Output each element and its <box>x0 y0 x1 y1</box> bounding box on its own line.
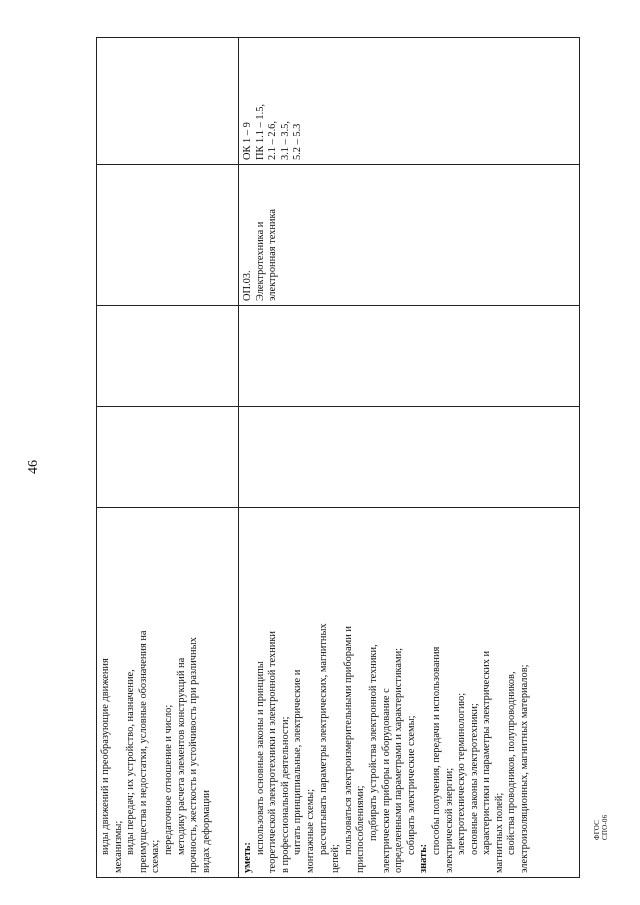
text-line: цепей; <box>330 844 342 873</box>
discipline-name <box>239 165 283 305</box>
hours-total-cell <box>239 407 580 508</box>
text-line: схемах; <box>150 839 162 873</box>
text-line: характеристики и параметры электрических и <box>481 650 493 855</box>
competence-line: ПК 1.1 – 1.5, <box>254 104 266 160</box>
document-code: ФГОС СПО-06 <box>593 814 609 840</box>
text-line: электротехническую терминологию; <box>456 692 468 855</box>
text-line: способы получения, передачи и использования <box>430 646 442 855</box>
text-line: основные законы электротехники; <box>468 703 480 855</box>
discipline-cell <box>239 165 580 306</box>
text-line: уметь: <box>242 842 253 873</box>
text-line: в профессиональной деятельности; <box>279 716 291 873</box>
text-line: виды передач; их устройство, назначение, <box>125 669 137 855</box>
text-line: преимущества и недостатки, условные обозначения на <box>137 630 149 873</box>
rotated-table-wrapper <box>96 43 580 878</box>
discipline-line: Электротехника и <box>254 221 266 301</box>
text-line: приспособлениями; <box>355 785 367 873</box>
continuation-knowledge-text <box>97 508 213 877</box>
text-line: электроизоляционных, магнитных материалов; <box>519 664 531 873</box>
text-line: собирать электрические схемы; <box>405 715 417 855</box>
text-line: свойства проводников, полупроводников, <box>506 671 518 855</box>
text-line: подбирать устройства электронной техники, <box>367 644 379 841</box>
text-line: рассчитывать параметры электрических, магнитных <box>317 623 329 855</box>
skills-knowledge-text <box>239 508 532 877</box>
text-line: методику расчета элементов конструкций на <box>175 657 187 855</box>
continuation-knowledge-cell <box>97 508 239 878</box>
text-line: видах деформации <box>200 790 212 873</box>
table-row-op03 <box>239 38 580 878</box>
text-line: магнитных полей; <box>493 792 505 873</box>
discipline-line: ОП.03. <box>242 270 253 301</box>
text-line: пользоваться электроизмерительными приборами и <box>342 626 354 855</box>
competence-line: 3.1 – 3.5, <box>279 121 291 160</box>
competence-line: ОК 1 – 9 <box>242 122 253 160</box>
curriculum-table <box>96 37 580 878</box>
text-line: монтажные схемы; <box>304 788 316 873</box>
competences-cell-empty <box>97 38 239 165</box>
table-row-continuation <box>97 38 239 878</box>
discipline-line: электронная техника <box>267 209 279 301</box>
text-line: использовать основные законы и принципы <box>254 661 266 855</box>
text-line: электрические приборы и оборудование с <box>380 688 392 873</box>
competence-line: 2.1 – 2.6, <box>267 121 279 160</box>
hours-classroom-cell <box>97 306 239 407</box>
discipline-cell-empty <box>97 165 239 306</box>
text-line: читать принципиальные, электрические и <box>292 669 304 855</box>
competence-codes <box>239 38 308 164</box>
text-line: виды движений и преобразующие движения <box>100 658 111 855</box>
page-number: 46 <box>26 460 41 474</box>
text-line: прочность, жесткость и устойчивость при различных <box>188 637 200 873</box>
hours-total-cell <box>97 407 239 508</box>
text-line: электрической энергии; <box>443 767 455 873</box>
text-line: механизмы; <box>112 820 124 873</box>
text-line: знать: <box>418 843 430 873</box>
skills-knowledge-cell <box>239 508 580 878</box>
text-line: передаточное отношение и число; <box>162 704 174 855</box>
hours-classroom-cell <box>239 306 580 407</box>
text-line: теоретической электротехники и электронной техники <box>267 631 279 873</box>
text-line: определенными параметрами и характеристиками; <box>393 647 405 873</box>
competence-line: 5.2 – 5.3 <box>292 123 304 160</box>
competences-cell <box>239 38 580 165</box>
